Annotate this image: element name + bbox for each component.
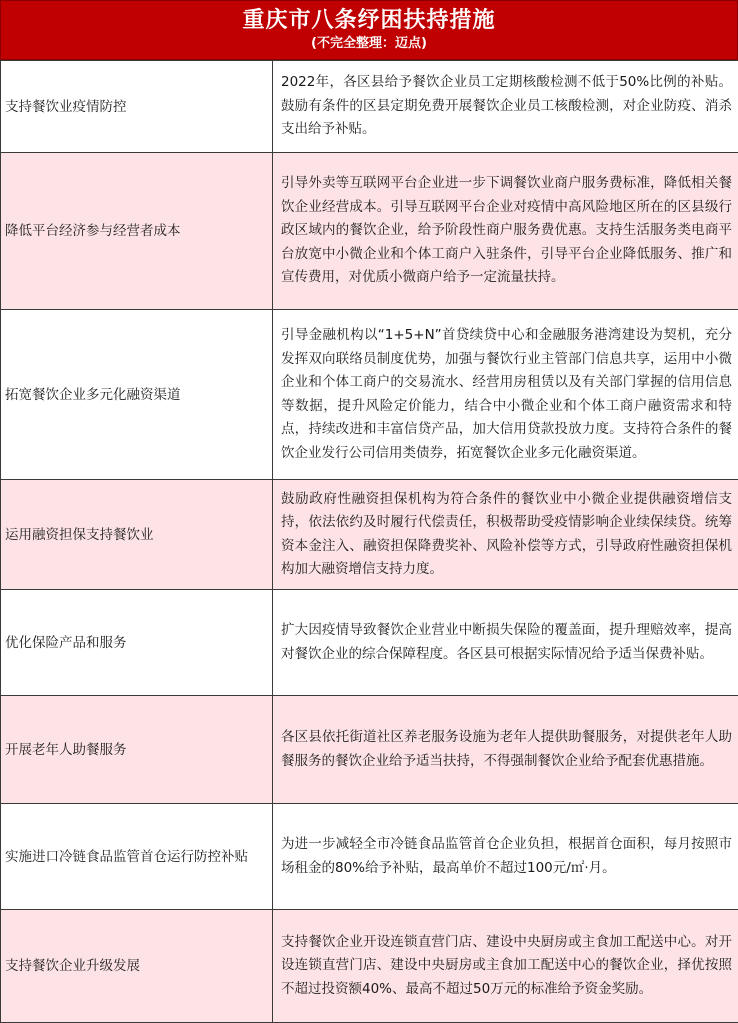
table-row: [1, 804, 738, 910]
table-row: [1, 696, 738, 804]
measure-description: 扩大因疫情导致餐饮企业营业中断损失保险的覆盖面，提升理赔效率，提高对餐饮企业的综合保障程度。各区县可根据实际情况给予适当保费补贴。: [273, 590, 738, 696]
page-subtitle: (不完全整理：迈点): [311, 35, 427, 53]
table-row: [1, 153, 738, 310]
measure-label: 降低平台经济参与经营者成本: [1, 153, 273, 310]
measure-description: 2022年，各区县给予餐饮企业员工定期核酸检测不低于50%比例的补贴。鼓励有条件的区县定期免费开展餐饮企业员工核酸检测，对企业防疫、消杀支出给予补贴。: [273, 61, 738, 153]
measure-label: 运用融资担保支持餐饮业: [1, 480, 273, 590]
measure-description: 鼓励政府性融资担保机构为符合条件的餐饮业中小微企业提供融资增信支持，依法依约及时履行代偿责任，积极帮助受疫情影响企业续保续贷。统筹资本金注入、融资担保降费奖补、风险补偿等方式，引导政府性融资担保机构加大融资增信支持力度。: [273, 480, 738, 590]
measure-description: 引导外卖等互联网平台企业进一步下调餐饮业商户服务费标准，降低相关餐饮企业经营成本。引导互联网平台企业对疫情中高风险地区所在的区县级行政区域内的餐饮企业，给予阶段性商户服务费优惠。支持生活服务类电商平台放宽中小微企业和个体工商户入驻条件，引导平台企业降低服务、推广和宣传费用，对优质小微商户给予一定流量扶持。: [273, 153, 738, 310]
measure-label: 优化保险产品和服务: [1, 590, 273, 696]
measure-description: 引导金融机构以“1+5+N”首贷续贷中心和金融服务港湾建设为契机，充分发挥双向联络员制度优势，加强与餐饮行业主管部门信息共享，运用中小微企业和个体工商户的交易流水、经营用房租赁以及有关部门掌握的信用信息等数据，提升风险定价能力，结合中小微企业和个体工商户融资需求和特点，持续改进和丰富信贷产品，加大信用贷款投放力度。支持符合条件的餐饮企业发行公司信用类债券，拓宽餐饮企业多元化融资渠道。: [273, 310, 738, 480]
table-row: [1, 590, 738, 696]
table-row: [1, 61, 738, 153]
table-row: [1, 310, 738, 480]
page-title: 重庆市八条纾困扶持措施: [242, 7, 495, 35]
measure-description: 为进一步减轻全市冷链食品监管首仓企业负担，根据首仓面积，每月按照市场租金的80%给予补贴，最高单价不超过100元/㎡·月。: [273, 804, 738, 910]
table-row: [1, 910, 738, 1023]
measure-description: 各区县依托街道社区养老服务设施为老年人提供助餐服务，对提供老年人助餐服务的餐饮企业给予适当扶持，不得强制餐饮企业给予配套优惠措施。: [273, 696, 738, 804]
table-row: [1, 480, 738, 590]
measure-label: 支持餐饮业疫情防控: [1, 61, 273, 153]
measure-description: 支持餐饮企业开设连锁直营门店、建设中央厨房或主食加工配送中心。对开设连锁直营门店、建设中央厨房或主食加工配送中心的餐饮企业，择优按照不超过投资额40%、最高不超过50万元的标准给予资金奖励。: [273, 910, 738, 1023]
measure-label: 实施进口冷链食品监管首仓运行防控补贴: [1, 804, 273, 910]
measures-table: [0, 60, 738, 1023]
header-banner: [0, 0, 738, 60]
measure-label: 拓宽餐饮企业多元化融资渠道: [1, 310, 273, 480]
measure-label: 开展老年人助餐服务: [1, 696, 273, 804]
measure-label: 支持餐饮企业升级发展: [1, 910, 273, 1023]
